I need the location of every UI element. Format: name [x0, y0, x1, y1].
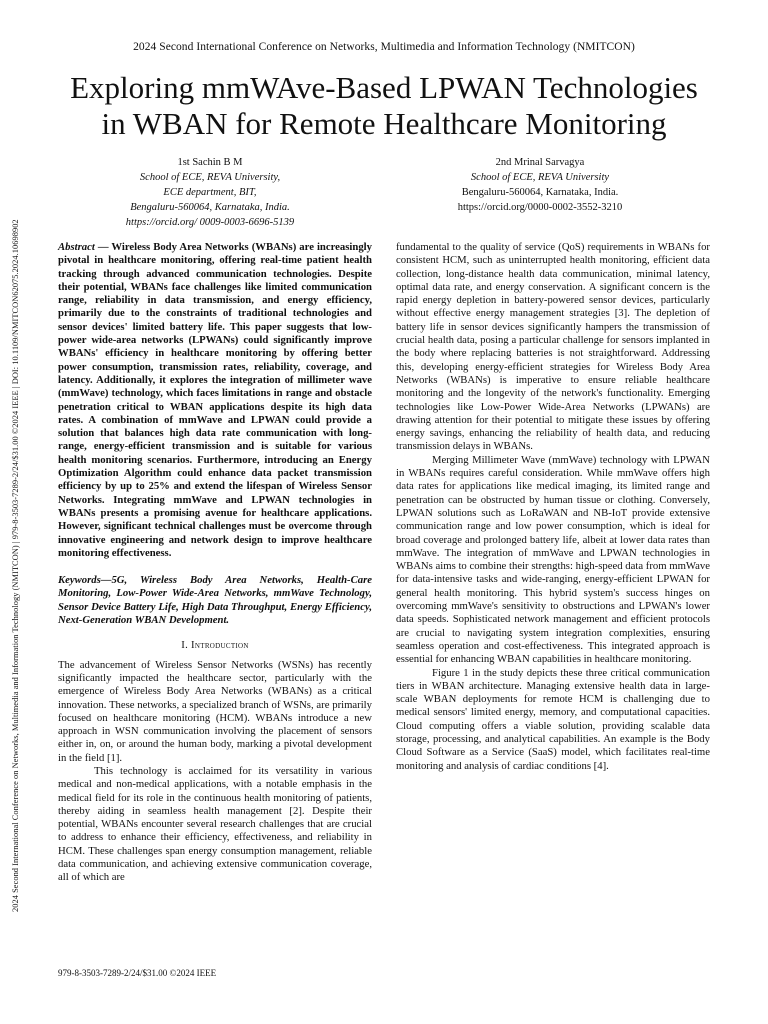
body-paragraph: fundamental to the quality of service (QoS) requirements in WBANs for consistent HCM, such as uninterrupted health monitoring, efficient data collection, long-distance health data communication, minimal latency, optimal data rate, and energy conservation. A significant concern is the rapid energy depletion in battery-powered sensor devices, particularly without effective energy management strategies [3]. The depletion of battery life in sensor devices significantly hampers the transmission of crucial health data, posing a particular challenge for sensors implanted in the body where replacing batteries is not straightforward. Addressing this, developing energy-efficient strategies for Wireless Body Area Networks (WBANs) is imperative to ensure reliable healthcare monitoring and the longevity of the network's functionality. Emerging technologies like Low-Power Wide-Area Networks (LPWANs) are drawing attention for their potential to mitigate these issues by offering energy savings, enhancing the reliability of health data, and reducing transmission delays in WBANs. [396, 241, 710, 453]
author-affiliation: ECE department, BIT, [163, 187, 257, 198]
abstract [58, 241, 372, 560]
abstract-text: — Wireless Body Area Networks (WBANs) are increasingly pivotal in healthcare monitoring, offering real-time patient health tracking through advanced communication technologies. Despite their potential, WBANs face challenges like limited communication range, reliability in data transmission, and energy efficiency, primarily due to the constraints of traditional technologies and sensor devices' limited battery life. This paper suggests that low-power wide-area networks (LPWANs) could significantly improve WBANs' efficiency in healthcare monitoring by offering better power consumption, transmission rates, reliability, coverage, and latency. Additionally, it explores the integration of millimeter wave (mmWave) technology, which faces limitations in range and obstacle penetration critical to WBAN applications despite its high data rates. A combination of mmWave and LPWAN could provide a solution that balances high data rate communication with long-range, energy-efficient transmission and is suitable for various health monitoring scenarios. Furthermore, introducing an Energy Optimization Algorithm could enhance data packet transmission efficiency by up to 25% and extend the lifespan of Wireless Sensor Networks. Integrating mmWave and LPWAN technologies in WBANs presents a promising avenue for healthcare applications. However, significant technical challenges must be overcome through innovative engineering and network design to improve healthcare monitoring effectiveness. [58, 241, 372, 559]
author-orcid[interactable]: https://orcid.org/0000-0002-3552-3210 [457, 202, 623, 213]
section-heading: I. Introduction [181, 639, 249, 652]
title-line-1: Exploring mmWAve-Based LPWAN Technologies [70, 70, 698, 105]
title-line-2: in WBAN for Remote Healthcare Monitoring [101, 106, 667, 141]
author-affiliation: Bengaluru-560064, Karnataka, India. [461, 187, 619, 198]
author-name: 1st Sachin B M [177, 157, 243, 168]
left-column [58, 241, 372, 885]
body-paragraph: Merging Millimeter Wave (mmWave) technology with LPWAN in WBANs requires careful consideration. While mmWave offers high data rates for applications like medical imaging, its limited range and penetration can be obstructed by human tissue or clothing. Conversely, LPWAN solutions such as LoRaWAN and NB-IoT provide extensive communication range and low power consumption, which is ideal for broad coverage and prolonged battery life, albeit at lower data rates than mmWave. The integration of mmWave and LPWAN technologies in WBANs aims to combine their strengths: high-speed data from mmWave for data-intensive tasks and wide-ranging, energy-efficient LPWAN for general health monitoring. This hybrid system's success hinges on overcoming mmWave's sensitivity to obstructions and LPWAN's lower data speeds. Sophisticated network management and efficient protocols are crucial to navigating system integration complexities, ensuring seamless operation and cost-effectiveness. This integrated approach is essential for enhancing WBAN capabilities in healthcare monitoring. [396, 453, 710, 666]
abstract-label: Abstract [58, 241, 95, 253]
doi-sidebar: 2024 Second International Conference on Networks, Multimedia and Information Technology (NMITCON) | 979-8-3503-7289-2/24/$31.00 ©2024 IEEE | DOI: 10.1109/NMITCON62075.2024.10698902 [11, 219, 20, 912]
body-paragraph: Figure 1 in the study depicts these three critical communication tiers in WBAN architecture. Managing extensive health data in large-scale WBAN deployments for remote HCM is challenging due to medical sensors' limited energy, memory, and computational capacities. Cloud computing offers a viable solution, providing scalable data storage, processing, and analytical capabilities. An example is the Body Cloud Software as a Service (SaaS) model, which facilitates real-time monitoring and analysis of cardiac conditions [4]. [396, 666, 710, 772]
author-affiliation: School of ECE, REVA University [470, 172, 610, 183]
author-orcid[interactable]: https://orcid.org/ 0009-0003-6696-5139 [125, 217, 295, 228]
paper-title [40, 70, 728, 142]
author-block-2 [375, 155, 705, 215]
author-block-1 [60, 155, 360, 230]
copyright-footer: 979-8-3503-7289-2/24/$31.00 ©2024 IEEE [58, 968, 217, 978]
right-column [396, 241, 710, 773]
author-affiliation: Bengaluru-560064, Karnataka, India. [130, 202, 290, 213]
body-paragraph: The advancement of Wireless Sensor Networks (WSNs) has recently significantly impacted the healthcare sector, particularly with the emergence of Wireless Body Area Networks (WBANs) as a critical innovation. These networks, a specialized branch of WSNs, are primarily focused on healthcare monitoring (HCM). WBANs introduce a new approach in WSN communication involving the placement of sensors either in, on, or around the human body, marking a pivotal development in the field [1]. [58, 658, 372, 764]
keywords: Keywords—5G, Wireless Body Area Networks, Health-Care Monitoring, Low-Power Wide-Area Networks, mmWave Technology, Sensor Device Battery Life, High Data Throughput, Energy Efficiency, Next-Generation WBAN Development. [58, 574, 372, 627]
conference-header: 2024 Second International Conference on Networks, Multimedia and Information Technology (NMITCON) [133, 41, 635, 53]
body-paragraph: This technology is acclaimed for its versatility in various medical and non-medical applications, with a notable emphasis in the medical field for its role in the continuous health monitoring of patients, thereby aiding in seamless health management [2]. Despite their potential, WBANs encounter several research challenges that are crucial to address to enhance their efficiency, effectiveness, and reliability in HCM. These challenges span energy consumption management, reliable data communication, and achieving extensive communication coverage, all of which are [58, 764, 372, 884]
author-name: 2nd Mrinal Sarvagya [495, 157, 585, 168]
author-affiliation: School of ECE, REVA University, [139, 172, 281, 183]
